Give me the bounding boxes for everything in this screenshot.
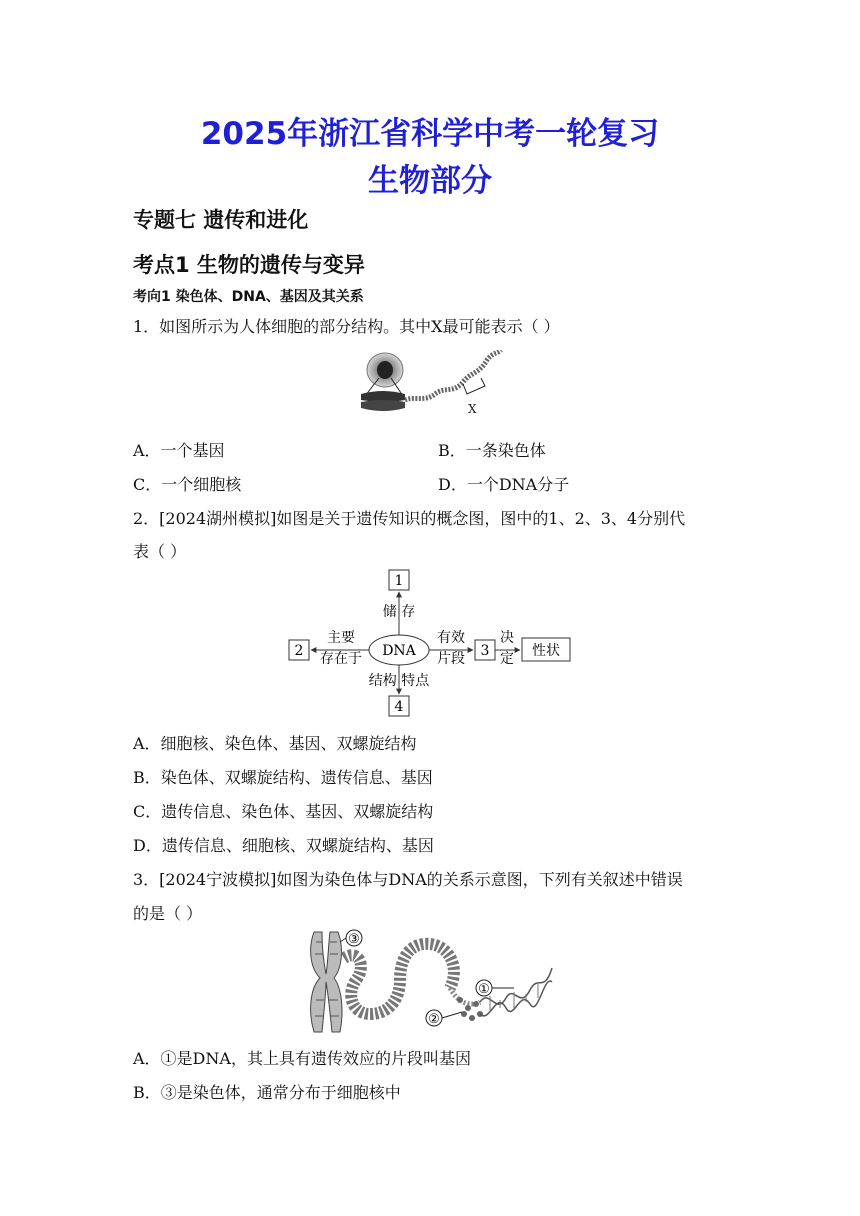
box-1-label: 1 [394, 573, 404, 589]
exists-in-label: 存在于 [320, 651, 362, 667]
topic-heading: 专题七 遗传和进化 [133, 208, 309, 232]
kaoxiang-heading: 考向1 染色体、DNA、基因及其关系 [133, 289, 364, 305]
kaodian-heading: 考点1 生物的遗传与变异 [133, 253, 365, 277]
q1-option-b: B．一条染色体 [438, 441, 546, 460]
dna-label: DNA [382, 643, 416, 659]
decide-label-1: 决 [500, 630, 514, 646]
label-2: ② [428, 1012, 440, 1027]
box-3-label: 3 [480, 643, 490, 659]
q2-option-a: A．细胞核、染色体、基因、双螺旋结构 [133, 734, 417, 753]
q3-option-a: A．①是DNA，其上具有遗传效应的片段叫基因 [133, 1049, 471, 1068]
structure-feature-label: 结构 特点 [368, 673, 430, 689]
decide-label-2: 定 [500, 651, 514, 667]
label-1: ① [478, 982, 490, 997]
q2-option-d: D．遗传信息、细胞核、双螺旋结构、基因 [133, 836, 434, 855]
q3-stem-line-1: 3．[2024宁波模拟]如图为染色体与DNA的关系示意图，下列有关叙述中错误 [133, 870, 683, 889]
box-2-label: 2 [294, 643, 304, 659]
title-line-2: 生物部分 [368, 163, 492, 199]
q1-option-a: A．一个基因 [133, 441, 225, 460]
trait-label: 性状 [532, 643, 560, 659]
q1-cell-figure [355, 350, 505, 418]
label-3: ③ [348, 932, 360, 947]
q1-option-d: D．一个DNA分子 [438, 475, 570, 494]
store-label: 储 存 [382, 604, 416, 620]
q2-stem-line-2: 表（ ） [133, 542, 187, 561]
q3-chromosome-figure [300, 928, 560, 1036]
title-line-1: 2025年浙江省科学中考一轮复习 [200, 116, 660, 152]
segment-label: 片段 [437, 651, 465, 667]
q2-option-c: C．遗传信息、染色体、基因、双螺旋结构 [133, 802, 434, 821]
q1-option-c: C．一个细胞核 [133, 475, 242, 494]
q3-option-b: B．③是染色体，通常分布于细胞核中 [133, 1083, 401, 1102]
q1-stem: 1．如图所示为人体细胞的部分结构。其中X最可能表示（ ） [133, 317, 560, 336]
q2-option-b: B．染色体、双螺旋结构、遗传信息、基因 [133, 768, 433, 787]
q2-concept-diagram [285, 566, 575, 720]
effective-label: 有效 [437, 630, 465, 646]
box-4-label: 4 [394, 699, 404, 715]
mainly-label: 主要 [327, 630, 355, 646]
q1-x-label: X [468, 402, 477, 416]
q3-stem-line-2: 的是（ ） [133, 904, 203, 923]
q2-stem-line-1: 2．[2024湖州模拟]如图是关于遗传知识的概念图，图中的1、2、3、4分别代 [133, 509, 686, 528]
